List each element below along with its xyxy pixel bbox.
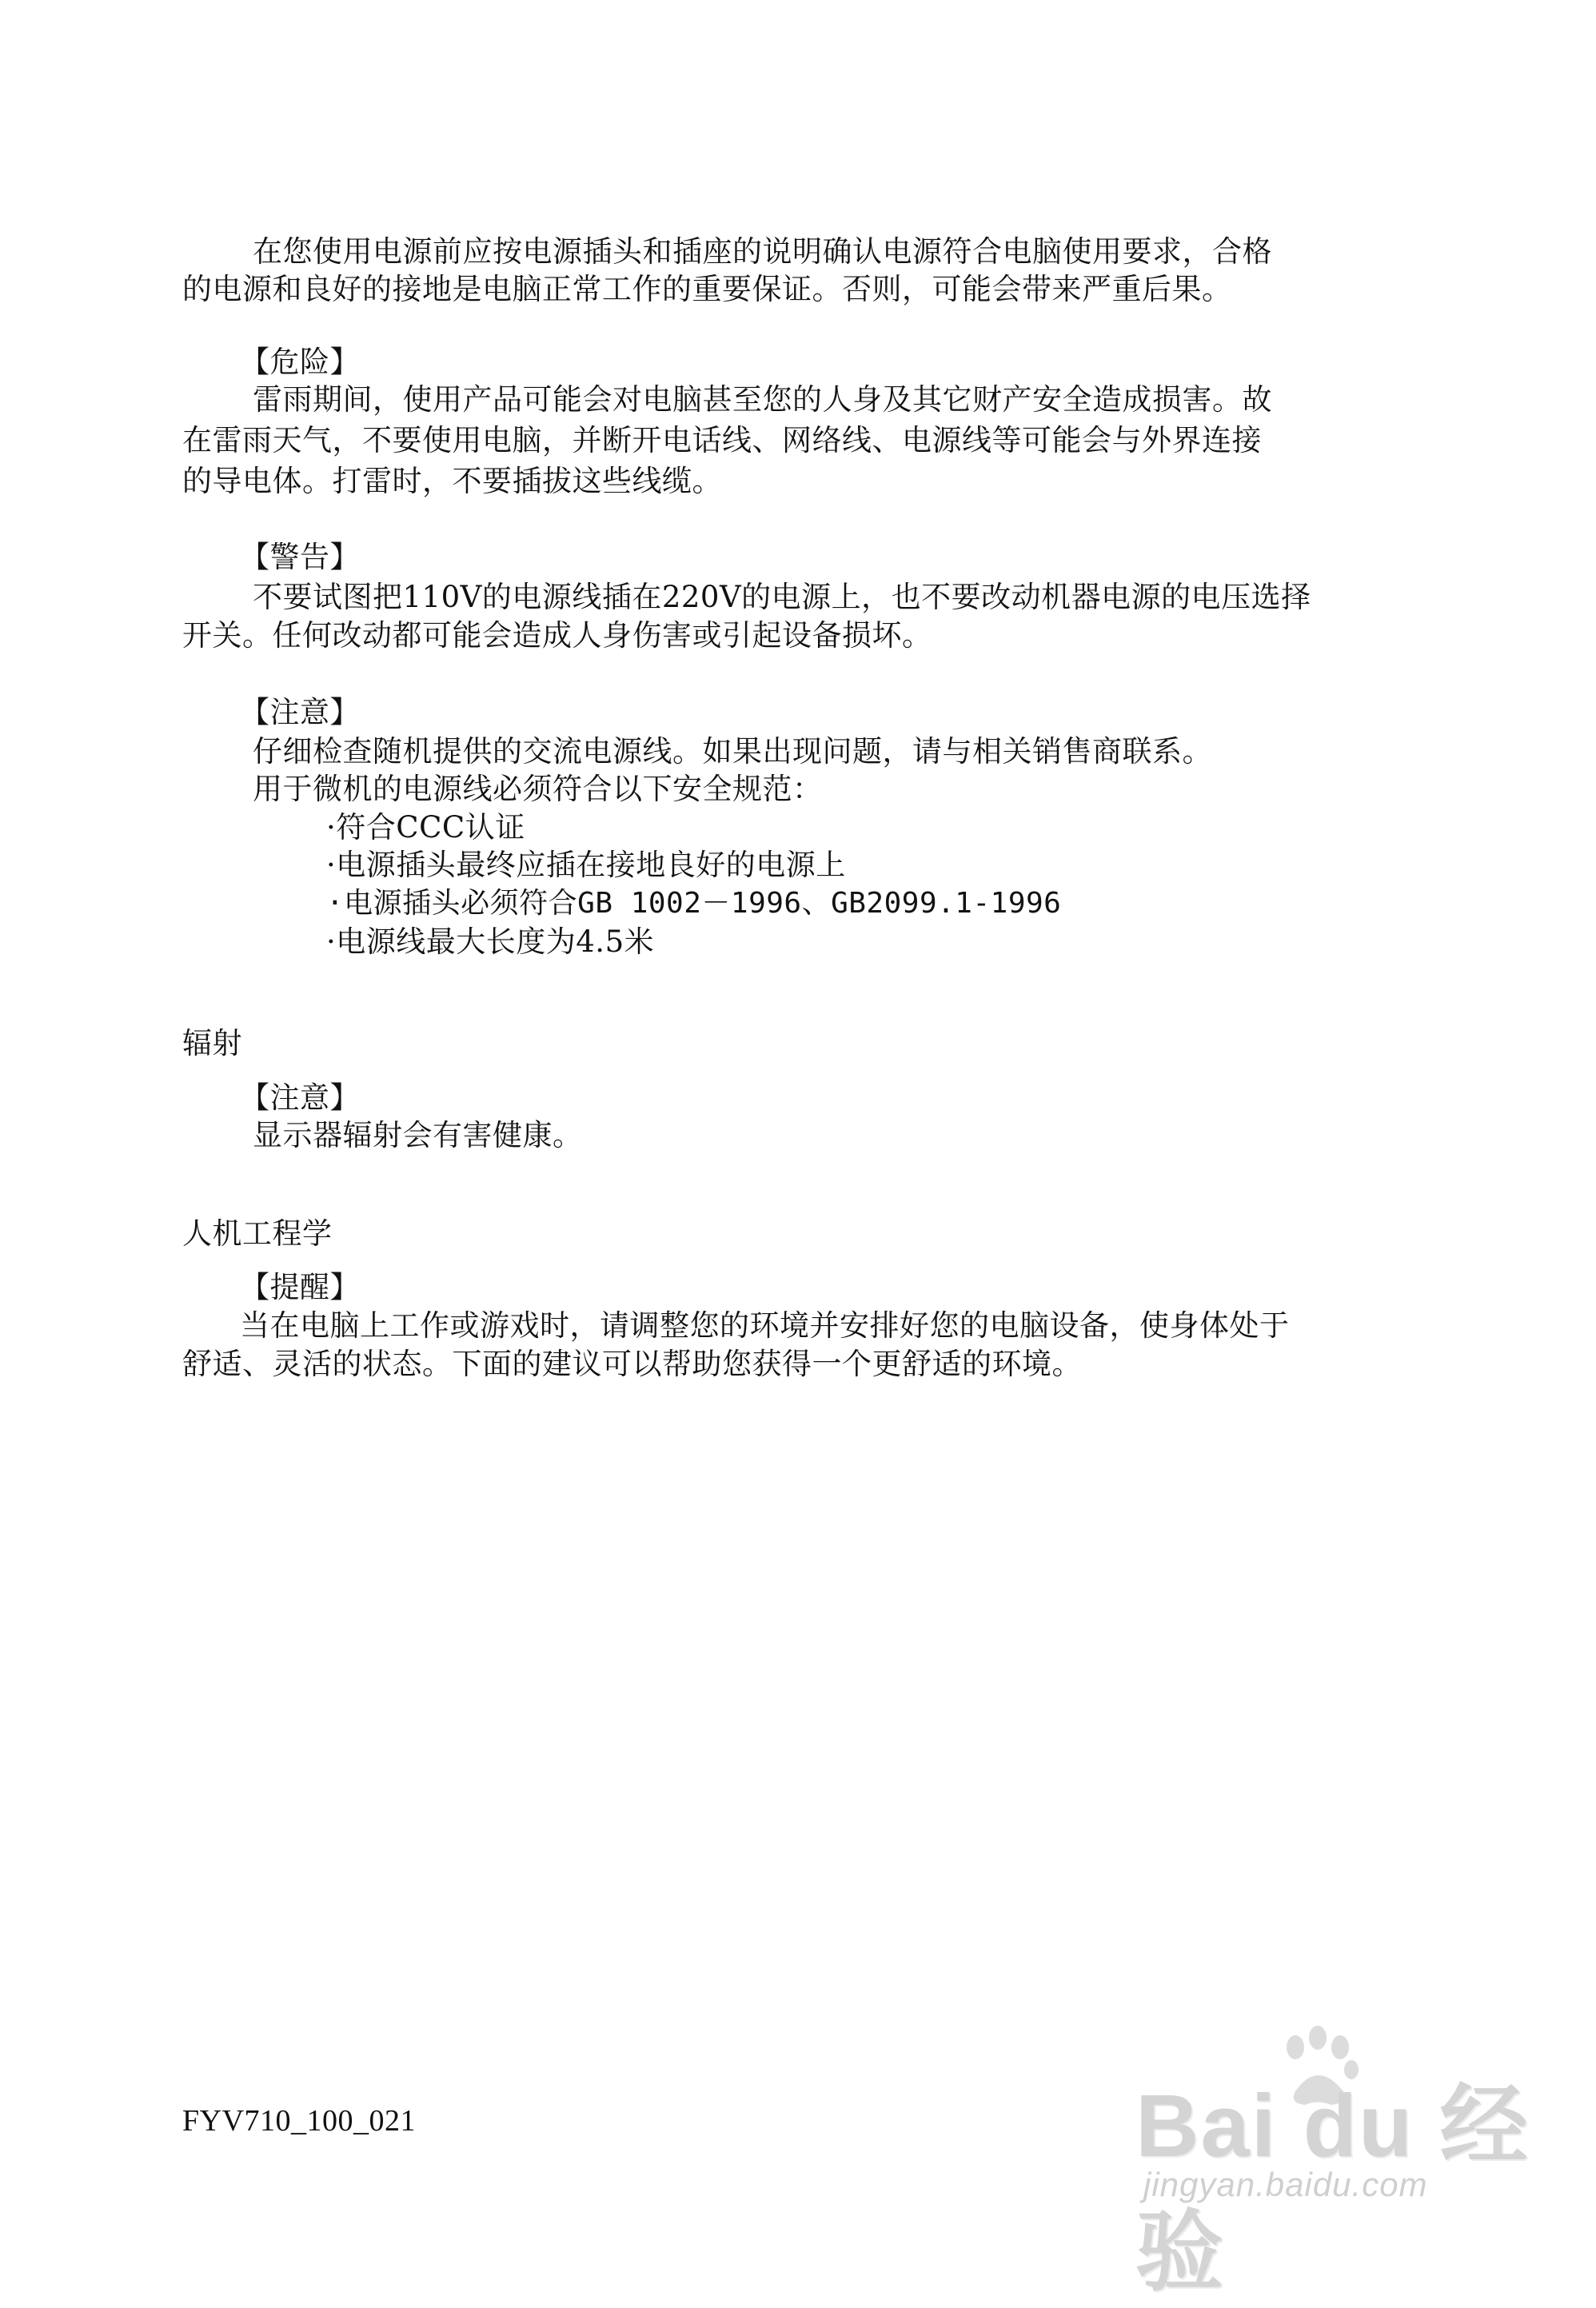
- baidu-jingyan-watermark: [1135, 2023, 1535, 2302]
- section-title-radiation: 辐射: [182, 1026, 242, 1060]
- danger-line-3: 的导电体。打雷时，不要插拔这些线缆。: [182, 464, 722, 498]
- radiation-line-1: 显示器辐射会有害健康。: [253, 1118, 583, 1152]
- footer-document-code: FYV710_100_021: [182, 2104, 417, 2138]
- caution-heading: 【注意】: [240, 695, 360, 729]
- power-intro-line-2: 的电源和良好的接地是电脑正常工作的重要保证。否则，可能会带来严重后果。: [182, 272, 1232, 306]
- watermark-url: jingyan.baidu.com: [1143, 2166, 1428, 2203]
- danger-line-1: 雷雨期间，使用产品可能会对电脑甚至您的人身及其它财产安全造成损害。故: [253, 382, 1272, 417]
- warning-line-2: 开关。任何改动都可能会造成人身伤害或引起设备损坏。: [182, 618, 932, 653]
- danger-line-2: 在雷雨天气，不要使用电脑，并断开电话线、网络线、电源线等可能会与外界连接: [182, 423, 1262, 457]
- caution-line-1: 仔细检查随机提供的交流电源线。如果出现问题，请与相关销售商联系。: [253, 734, 1212, 769]
- watermark-logo-text: Bai du 经验: [1135, 2077, 1530, 2302]
- ergonomics-line-2: 舒适、灵活的状态。下面的建议可以帮助您获得一个更舒适的环境。: [182, 1347, 1082, 1381]
- list-item: ·符合CCC认证: [326, 810, 525, 845]
- warning-heading: 【警告】: [240, 540, 360, 574]
- ergonomics-line-1: 当在电脑上工作或游戏时，请调整您的环境并安排好您的电脑设备，使身体处于: [240, 1308, 1290, 1343]
- section-title-ergonomics: 人机工程学: [182, 1216, 333, 1251]
- caution-line-2: 用于微机的电源线必须符合以下安全规范：: [253, 772, 823, 806]
- danger-heading: 【危险】: [240, 345, 360, 379]
- warning-line-1: 不要试图把110V的电源线插在220V的电源上，也不要改动机器电源的电压选择: [253, 580, 1311, 614]
- radiation-heading: 【注意】: [240, 1080, 360, 1115]
- list-item: ·电源插头最终应插在接地良好的电源上: [326, 848, 846, 882]
- power-intro-line-1: 在您使用电源前应按电源插头和插座的说明确认电源符合电脑使用要求，合格: [253, 234, 1272, 269]
- list-item: ·电源插头必须符合GB 1002－1996、GB2099.1-1996: [326, 887, 1062, 920]
- list-item: ·电源线最大长度为4.5米: [326, 924, 655, 959]
- ergonomics-heading: 【提醒】: [240, 1270, 360, 1304]
